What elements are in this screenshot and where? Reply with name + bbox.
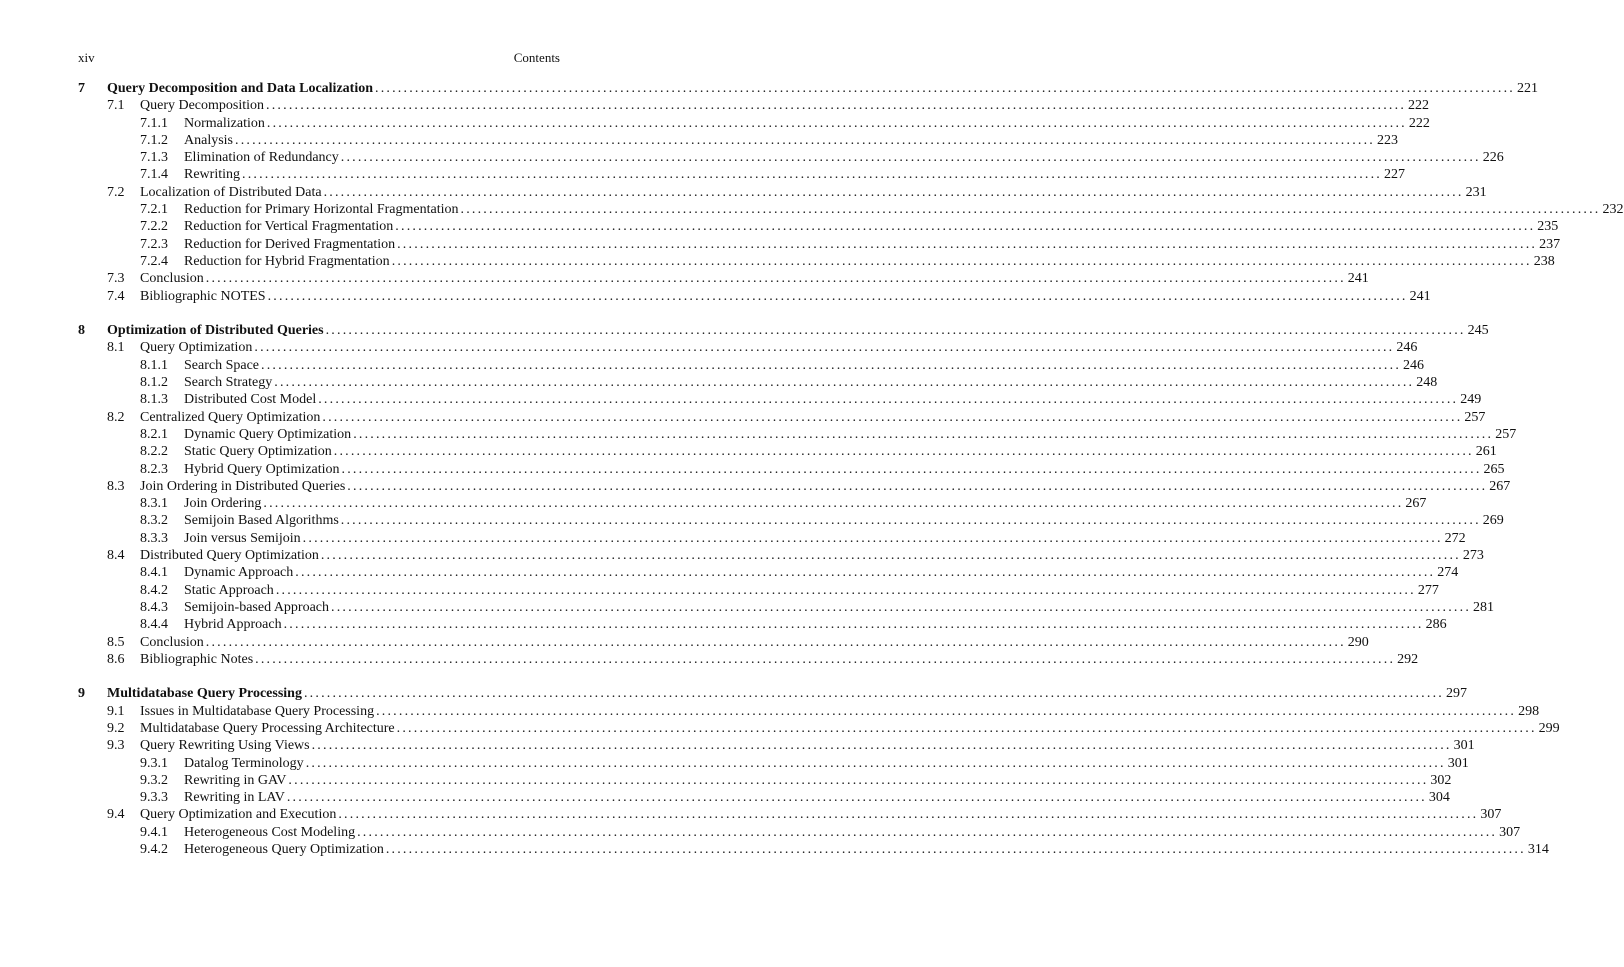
toc-entry-title: Bibliographic Notes: [140, 651, 254, 667]
toc-entry-number: 8.4.1: [140, 565, 168, 581]
toc-entry-title: Query Optimization: [140, 340, 253, 356]
toc-sub-entry[interactable]: [78, 530, 1466, 547]
toc-entry-title: Reduction for Vertical Fragmentation: [184, 219, 394, 235]
toc-section-entry[interactable]: [78, 720, 1560, 737]
toc-sub-entry[interactable]: [78, 443, 1497, 460]
toc-section-entry[interactable]: [78, 409, 1486, 426]
toc-entry-number: 7.2.2: [140, 219, 168, 235]
toc-entry-title: Dynamic Query Optimization: [184, 426, 352, 442]
toc-entry-title: Rewriting in GAV: [184, 772, 287, 788]
toc-entry-page: 241: [1409, 288, 1431, 304]
running-title: Contents: [513, 50, 560, 65]
toc-leader-dots: ........................................................................................................................................................................................................: [333, 444, 1474, 460]
toc-entry-title: Static Query Optimization: [184, 444, 332, 460]
toc-entry-number: 8.6: [107, 651, 125, 667]
toc-leader-dots: ........................................................................................................................................................................................................: [266, 98, 1407, 114]
toc-entry-page: 302: [1430, 772, 1452, 788]
toc-entry-title: Elimination of Redundancy: [184, 150, 339, 166]
page-header: [78, 50, 560, 68]
toc-leader-dots: ........................................................................................................................................................................................................: [376, 703, 1517, 719]
toc-section-entry[interactable]: [78, 547, 1484, 564]
toc-entry-number: 8.2.3: [140, 461, 168, 477]
toc-entry-page: 281: [1473, 599, 1495, 615]
toc-entry-number: 8.1.3: [140, 392, 168, 408]
toc-entry-number: 7.3: [107, 271, 125, 287]
toc-entry-title: Hybrid Query Optimization: [184, 461, 340, 477]
toc-leader-dots: ........................................................................................................................................................................................................: [395, 219, 1536, 235]
toc-entry-page: 223: [1377, 132, 1398, 148]
toc-entry-title: Bibliographic NOTES: [140, 288, 266, 304]
toc-sub-entry[interactable]: [78, 391, 1482, 408]
toc-sub-entry[interactable]: [78, 132, 1398, 149]
toc-sub-entry[interactable]: [78, 357, 1425, 374]
toc-entry-title: Localization of Distributed Data: [140, 184, 322, 200]
toc-leader-dots: ........................................................................................................................................................................................................: [318, 392, 1459, 408]
toc-entry-title: Centralized Query Optimization: [140, 409, 321, 425]
toc-leader-dots: ........................................................................................................................................................................................................: [340, 150, 1481, 166]
toc-entry-title: Reduction for Hybrid Fragmentation: [184, 253, 390, 269]
toc-entry-page: 246: [1403, 357, 1425, 373]
toc-entry-number: 8.2: [107, 409, 125, 425]
toc-chapter-entry[interactable]: [78, 80, 1538, 97]
toc-sub-entry[interactable]: [78, 824, 1521, 841]
toc-leader-dots: ........................................................................................................................................................................................................: [254, 340, 1395, 356]
toc-leader-dots: ........................................................................................................................................................................................................: [205, 271, 1346, 287]
toc-leader-dots: ........................................................................................................................................................................................................: [283, 617, 1424, 633]
toc-entry-number: 8.1.1: [140, 357, 168, 373]
toc-entry-number: 7.1.3: [140, 150, 168, 166]
toc-sub-entry[interactable]: [78, 582, 1439, 599]
toc-entry-number: 8.4.4: [140, 617, 168, 633]
toc-leader-dots: ........................................................................................................................................................................................................: [286, 790, 1427, 806]
toc-section-entry[interactable]: [78, 478, 1511, 495]
toc-sub-entry[interactable]: [78, 495, 1427, 512]
toc-leader-dots: ........................................................................................................................................................................................................: [302, 530, 1443, 546]
toc-entry-number: 9.4: [107, 807, 125, 823]
toc-entry-page: 246: [1396, 340, 1418, 356]
toc-entry-title: Multidatabase Query Processing Architecture: [140, 720, 395, 736]
toc-entry-page: 292: [1397, 651, 1419, 667]
toc-leader-dots: ........................................................................................................................................................................................................: [323, 184, 1464, 200]
toc-entry-number: 8.4.2: [140, 582, 168, 598]
toc-entry-number: 9.3.1: [140, 755, 168, 771]
toc-leader-dots: ........................................................................................................................................................................................................: [303, 686, 1444, 702]
toc-sub-entry[interactable]: [78, 374, 1438, 391]
toc-entry-number: 7.2: [107, 184, 125, 200]
toc-entry-page: 272: [1444, 530, 1466, 546]
toc-section-entry[interactable]: [78, 737, 1475, 754]
toc-leader-dots: ........................................................................................................................................................................................................: [338, 807, 1479, 823]
toc-sub-entry[interactable]: [78, 218, 1559, 235]
toc-leader-dots: ........................................................................................................................................................................................................: [261, 357, 1402, 373]
toc-leader-dots: ........................................................................................................................................................................................................: [255, 651, 1396, 667]
toc-entry-number: 7.1.4: [140, 167, 168, 183]
toc-entry-page: 245: [1467, 323, 1489, 339]
toc-leader-dots: ........................................................................................................................................................................................................: [205, 634, 1346, 650]
toc-leader-dots: ........................................................................................................................................................................................................: [357, 824, 1498, 840]
toc-leader-dots: ........................................................................................................................................................................................................: [385, 842, 1526, 858]
toc-entry-page: 269: [1482, 513, 1504, 529]
toc-entry-title: Distributed Query Optimization: [140, 548, 319, 564]
toc-leader-dots: ........................................................................................................................................................................................................: [266, 115, 1407, 131]
toc-entry-page: 314: [1527, 842, 1549, 858]
toc-leader-dots: ........................................................................................................................................................................................................: [325, 323, 1466, 339]
toc-leader-dots: ........................................................................................................................................................................................................: [274, 375, 1415, 391]
toc-leader-dots: ........................................................................................................................................................................................................: [311, 738, 1452, 754]
toc-entry-title: Reduction for Primary Horizontal Fragmentation: [184, 202, 459, 218]
toc-section-entry[interactable]: [78, 288, 1431, 305]
toc-entry-title: Dynamic Approach: [184, 565, 294, 581]
toc-entry-page: 238: [1533, 253, 1555, 269]
toc-entry-page: 248: [1416, 375, 1438, 391]
toc-entry-number: 8.5: [107, 634, 125, 650]
toc-entry-title: Query Optimization and Execution: [140, 807, 337, 823]
toc-entry-page: 257: [1464, 409, 1486, 425]
toc-sub-entry[interactable]: [78, 461, 1505, 478]
toc-sub-entry[interactable]: [78, 616, 1447, 633]
toc-entry-title: Static Approach: [184, 582, 274, 598]
toc-leader-dots: ........................................................................................................................................................................................................: [391, 253, 1532, 269]
toc-entry-page: 231: [1465, 184, 1487, 200]
toc-leader-dots: ........................................................................................................................................................................................................: [267, 288, 1408, 304]
toc-sub-entry[interactable]: [78, 789, 1450, 806]
toc-entry-page: 235: [1537, 219, 1559, 235]
toc-chapter-entry[interactable]: [78, 322, 1489, 339]
toc-leader-dots: ........................................................................................................................................................................................................: [341, 461, 1482, 477]
toc-entry-number: 9.4.1: [140, 824, 168, 840]
toc-leader-dots: ........................................................................................................................................................................................................: [295, 565, 1436, 581]
toc-entry-page: 261: [1475, 444, 1497, 460]
toc-entry-title: Semijoin Based Algorithms: [184, 513, 339, 529]
toc-entry-number: 8.2.1: [140, 426, 168, 442]
toc-entry-page: 226: [1482, 150, 1504, 166]
toc-entry-page: 222: [1408, 98, 1430, 114]
toc-leader-dots: ........................................................................................................................................................................................................: [263, 496, 1404, 512]
toc-sub-entry[interactable]: [78, 426, 1517, 443]
toc-entry-page: 267: [1405, 496, 1427, 512]
toc-entry-number: 7.2.3: [140, 236, 168, 252]
toc-leader-dots: ........................................................................................................................................................................................................: [353, 426, 1494, 442]
toc-entry-number: 7.1.2: [140, 132, 168, 148]
toc-entry-number: 8.3.1: [140, 496, 168, 512]
toc-entry-number: 7: [78, 81, 85, 96]
toc-entry-title: Query Decomposition: [140, 98, 265, 114]
toc-entry-title: Datalog Terminology: [184, 755, 304, 771]
toc-entry-title: Search Strategy: [184, 375, 273, 391]
toc-sub-entry[interactable]: [78, 149, 1504, 166]
toc-entry-page: 249: [1460, 392, 1482, 408]
toc-sub-entry[interactable]: [78, 115, 1430, 132]
toc-entry-title: Query Decomposition and Data Localization: [107, 81, 373, 96]
toc-entry-number: 8.2.2: [140, 444, 168, 460]
toc-leader-dots: ........................................................................................................................................................................................................: [320, 548, 1461, 564]
toc-entry-page: 304: [1428, 790, 1450, 806]
toc-entry-page: 286: [1425, 617, 1447, 633]
toc-entry-number: 8.1: [107, 340, 125, 356]
toc-entry-number: 8.4: [107, 548, 125, 564]
toc-entry-page: 299: [1538, 720, 1560, 736]
toc-sub-entry[interactable]: [78, 599, 1495, 616]
toc-entry-page: 257: [1495, 426, 1517, 442]
toc-entry-title: Semijoin-based Approach: [184, 599, 330, 615]
toc-sub-entry[interactable]: [78, 564, 1459, 581]
toc-entry-title: Issues in Multidatabase Query Processing: [140, 703, 375, 719]
toc-entry-title: Join Ordering: [184, 496, 262, 512]
toc-entry-number: 9: [78, 686, 85, 702]
toc-leader-dots: ........................................................................................................................................................................................................: [235, 132, 1375, 148]
toc-entry-title: Reduction for Derived Fragmentation: [184, 236, 396, 252]
toc-entry-page: 227: [1384, 167, 1405, 183]
toc-entry-title: Hybrid Approach: [184, 617, 282, 633]
toc-entry-page: 277: [1417, 582, 1439, 598]
toc-leader-dots: ........................................................................................................................................................................................................: [331, 599, 1472, 615]
toc-entry-page: 222: [1408, 115, 1430, 131]
toc-entry-number: 8.3.3: [140, 530, 168, 546]
toc-sub-entry[interactable]: [78, 201, 1624, 218]
toc-entry-page: 301: [1447, 755, 1469, 771]
toc-entry-title: Optimization of Distributed Queries: [107, 323, 324, 339]
toc-entry-number: 7.2.4: [140, 253, 168, 269]
toc-leader-dots: ........................................................................................................................................................................................................: [340, 513, 1481, 529]
toc-entry-page: 265: [1483, 461, 1505, 477]
toc-entry-title: Normalization: [184, 115, 265, 131]
toc-section-entry[interactable]: [78, 184, 1487, 201]
toc-chapter-entry[interactable]: [78, 685, 1467, 702]
toc-entry-number: 8: [78, 323, 85, 339]
toc-entry-title: Join Ordering in Distributed Queries: [140, 478, 346, 494]
toc-section-entry[interactable]: [78, 806, 1502, 823]
toc-entry-page: 241: [1347, 271, 1369, 287]
toc-entry-page: 267: [1489, 478, 1511, 494]
toc-leader-dots: ........................................................................................................................................................................................................: [460, 202, 1601, 218]
page-number: xiv: [78, 50, 95, 65]
toc-section-entry[interactable]: [78, 634, 1369, 651]
toc-section-entry[interactable]: [78, 97, 1430, 114]
toc-sub-entry[interactable]: [78, 253, 1555, 270]
toc-leader-dots: ........................................................................................................................................................................................................: [288, 772, 1429, 788]
toc-entry-page: 273: [1462, 548, 1484, 564]
toc-entry-number: 7.2.1: [140, 202, 168, 218]
toc-entry-page: 290: [1347, 634, 1369, 650]
toc-entry-title: Query Rewriting Using Views: [140, 738, 310, 754]
toc-section-entry[interactable]: [78, 703, 1540, 720]
toc-entry-title: Multidatabase Query Processing: [107, 686, 302, 702]
toc-entry-number: 9.1: [107, 703, 125, 719]
toc-leader-dots: ........................................................................................................................................................................................................: [347, 478, 1488, 494]
toc-entry-number: 7.1.1: [140, 115, 168, 131]
toc-sub-entry[interactable]: [78, 236, 1561, 253]
toc-entry-title: Heterogeneous Cost Modeling: [184, 824, 356, 840]
toc-entry-number: 8.3: [107, 478, 125, 494]
toc-leader-dots: ........................................................................................................................................................................................................: [242, 167, 1382, 183]
toc-entry-number: 9.3.2: [140, 772, 168, 788]
toc-leader-dots: ........................................................................................................................................................................................................: [305, 755, 1446, 771]
toc-entry-number: 7.1: [107, 98, 125, 114]
toc-entry-number: 8.3.2: [140, 513, 168, 529]
toc-entry-page: 237: [1539, 236, 1561, 252]
toc-entry-page: 232: [1602, 202, 1624, 218]
toc-entry-number: 9.3: [107, 738, 125, 754]
toc-sub-entry[interactable]: [78, 772, 1452, 789]
toc-entry-title: Conclusion: [140, 271, 204, 287]
toc-leader-dots: ........................................................................................................................................................................................................: [275, 582, 1416, 598]
toc-leader-dots: ........................................................................................................................................................................................................: [397, 236, 1538, 252]
toc-leader-dots: ........................................................................................................................................................................................................: [322, 409, 1463, 425]
toc-entry-number: 9.3.3: [140, 790, 168, 806]
toc-entry-page: 298: [1518, 703, 1540, 719]
toc-entry-number: 7.4: [107, 288, 125, 304]
toc-section-entry[interactable]: [78, 651, 1419, 668]
toc-sub-entry[interactable]: [78, 841, 1549, 858]
toc-entry-page: 301: [1453, 738, 1475, 754]
toc-entry-title: Analysis: [184, 132, 233, 148]
toc-entry-title: Search Space: [184, 357, 260, 373]
toc-sub-entry[interactable]: [78, 166, 1405, 183]
toc-sub-entry[interactable]: [78, 512, 1504, 529]
toc-section-entry[interactable]: [78, 339, 1418, 356]
toc-entry-title: Rewriting: [184, 167, 240, 183]
toc-leader-dots: ........................................................................................................................................................................................................: [375, 81, 1515, 96]
toc-entry-number: 8.4.3: [140, 599, 168, 615]
toc-entry-title: Join versus Semijoin: [184, 530, 301, 546]
toc-entry-page: 307: [1499, 824, 1521, 840]
table-of-contents: [78, 80, 1624, 858]
toc-entry-title: Distributed Cost Model: [184, 392, 317, 408]
toc-leader-dots: ........................................................................................................................................................................................................: [396, 720, 1537, 736]
toc-entry-number: 9.4.2: [140, 842, 168, 858]
toc-entry-title: Heterogeneous Query Optimization: [184, 842, 384, 858]
toc-entry-title: Rewriting in LAV: [184, 790, 285, 806]
toc-spacer: [78, 668, 560, 685]
toc-entry-page: 307: [1480, 807, 1502, 823]
toc-entry-page: 297: [1445, 686, 1467, 702]
toc-entry-title: Conclusion: [140, 634, 204, 650]
toc-entry-page: 221: [1517, 81, 1538, 96]
toc-spacer: [78, 305, 560, 322]
toc-section-entry[interactable]: [78, 270, 1369, 287]
toc-entry-number: 8.1.2: [140, 375, 168, 391]
toc-sub-entry[interactable]: [78, 755, 1469, 772]
toc-entry-page: 274: [1437, 565, 1459, 581]
toc-entry-number: 9.2: [107, 720, 125, 736]
